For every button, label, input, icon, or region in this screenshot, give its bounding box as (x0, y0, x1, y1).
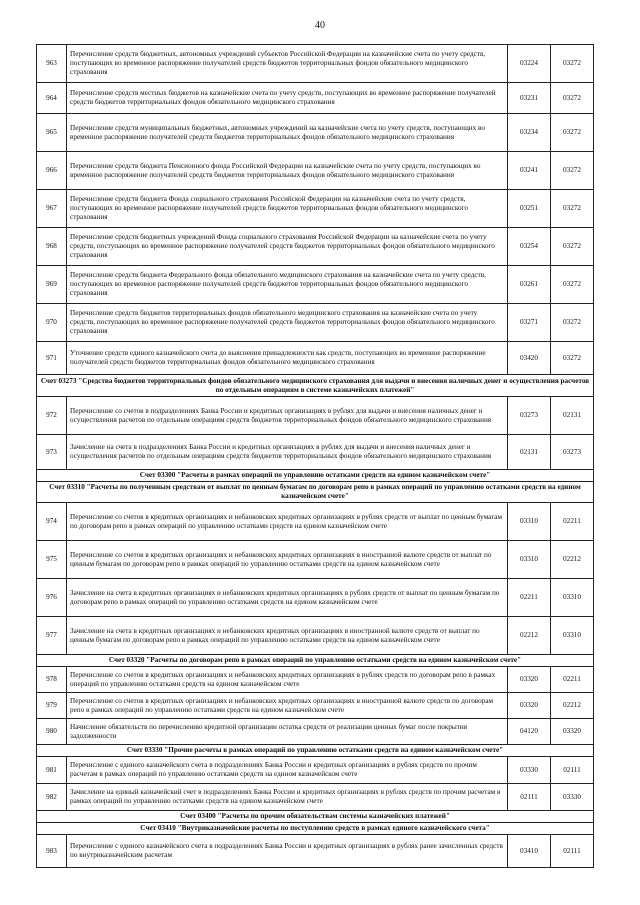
table-row (37, 693, 594, 719)
entry-description: Перечисление средств муниципальных бюджетных, автономных учреждений на казначейские счета по учету средств, поступающих во временное распоряжение получателей средств бюджетов территориальных фондов обязательного медицинского страхования (67, 114, 508, 152)
section-header-row (37, 470, 594, 482)
entry-number: 975 (37, 541, 67, 579)
entry-description: Перечисление средств бюджета Фонда социального страхования Российской Федерации на казначейские счета по учету средств, поступающих во временное распоряжение получателей средств бюджетов территориальных фондов обязательного медицинского страхования (67, 190, 508, 228)
entry-description: Перечисление средств бюджетных учреждений Фонда социального страхования Российской Федерации на казначейские счета по учету средств, поступающих во временное распоряжение получателей средств бюджетов территориальных фондов обязательного медицинского страхования (67, 228, 508, 266)
table-row (37, 719, 594, 745)
section-header: Счет 03320 "Расчеты по договорам репо в рамках операций по управлению остатками средств на едином казначейском счете" (37, 655, 594, 667)
table-row (37, 152, 594, 190)
section-header: Счет 03300 "Расчеты в рамках операций по управлению остатками средств на едином казначейском счете" (37, 470, 594, 482)
entry-number: 982 (37, 784, 67, 811)
entry-description: Перечисление с единого казначейского счета в подразделениях Банка России и кредитных организациях в рублях ранее зачисленных средств по внутриказначейским расчетам (67, 835, 508, 868)
credit-account: 03320 (551, 719, 594, 745)
section-header: Счет 03273 "Средства бюджетов территориальных фондов обязательного медицинского страхования для выдачи и внесения наличных денег и осуществления расчетов по отдельным операциям в системе казначейских платежей" (37, 375, 594, 397)
entry-number: 976 (37, 579, 67, 617)
entry-number: 983 (37, 835, 67, 868)
entry-description: Перечисление со счетов в подразделениях Банка России и кредитных организациях в рублях для выдачи и внесения наличных денег и осуществления расчетов по отдельным операциям средств бюджетов территориальных фондов обязательного медицинского страхования (67, 397, 508, 435)
credit-account: 03310 (551, 579, 594, 617)
entry-number: 979 (37, 693, 67, 719)
table-body (37, 45, 594, 868)
section-header-row (37, 375, 594, 397)
entry-number: 968 (37, 228, 67, 266)
entry-number: 966 (37, 152, 67, 190)
debit-account: 02211 (508, 579, 551, 617)
table-row (37, 667, 594, 693)
entry-number: 964 (37, 83, 67, 114)
entry-number: 974 (37, 503, 67, 541)
section-header-row (37, 811, 594, 823)
entry-number: 971 (37, 342, 67, 375)
entry-description: Зачисление на счета в кредитных организациях и небанковских кредитных организациях в иностранной валюте средств от выплат по ценным бумагам по договорам репо в рамках операций по управлению остатками средств на едином казначейском счете (67, 617, 508, 655)
entry-number: 972 (37, 397, 67, 435)
table-row (37, 114, 594, 152)
entry-number: 969 (37, 266, 67, 304)
credit-account: 02212 (551, 693, 594, 719)
entry-description: Перечисление со счетов в кредитных организациях и небанковских кредитных организациях в рублях средств по договорам репо в рамках операций по управлению остатками средств на едином казначейском счете (67, 667, 508, 693)
entry-number: 977 (37, 617, 67, 655)
debit-account: 03234 (508, 114, 551, 152)
credit-account: 02111 (551, 835, 594, 868)
debit-account: 03251 (508, 190, 551, 228)
credit-account: 03272 (551, 114, 594, 152)
table-row (37, 228, 594, 266)
debit-account: 03310 (508, 503, 551, 541)
credit-account: 02211 (551, 503, 594, 541)
entry-description: Перечисление средств бюджета Федерального фонда обязательного медицинского страхования на казначейские счета по учету средств, поступающих во временное распоряжение получателей средств бюджетов территориальных фондов обязательного медицинского страхования (67, 266, 508, 304)
entry-description: Перечисление со счетов в кредитных организациях и небанковских кредитных организациях в иностранной валюте средств от выплат по ценным бумагам по договорам репо в рамках операций по управлению остатками средств на едином казначейском счете (67, 541, 508, 579)
entry-number: 970 (37, 304, 67, 342)
debit-account: 03320 (508, 693, 551, 719)
entry-description: Зачисление на единый казначейский счет в подразделениях Банка России и кредитных организациях в рублях средств по прочим расчетам в рамках операций по управлению остатками средств на едином казначейском счете (67, 784, 508, 811)
debit-account: 03310 (508, 541, 551, 579)
credit-account: 02212 (551, 541, 594, 579)
entry-description: Зачисление на счета в подразделениях Банка России и кредитных организациях в рублях для выдачи и внесения наличных денег и осуществления расчетов по отдельным операциям средств бюджетов территориальных фондов обязательного медицинского страхования (67, 435, 508, 470)
credit-account: 03272 (551, 45, 594, 83)
credit-account: 03272 (551, 190, 594, 228)
section-header-row (37, 745, 594, 757)
debit-account: 03410 (508, 835, 551, 868)
entry-description: Перечисление с единого казначейского счета в подразделениях Банка России и кредитных организациях в рублях средств по прочим расчетам в рамках операций по управлению остатками средств на едином казначейском счете (67, 757, 508, 784)
entry-number: 980 (37, 719, 67, 745)
section-header: Счет 03410 "Внутриказначейские расчеты по поступлению средств в рамках единого казначейского счета" (37, 823, 594, 835)
entry-description: Перечисление со счетов в кредитных организациях и небанковских кредитных организациях в иностранной валюте средств по договорам репо в рамках операций по управлению остатками средств на едином казначейском счете (67, 693, 508, 719)
debit-account: 03231 (508, 83, 551, 114)
table-row (37, 503, 594, 541)
credit-account: 02211 (551, 667, 594, 693)
entry-description: Начисление обязательств по перечислению кредитной организации остатка средств от реализации ценных бумаг после покрытия задолженности (67, 719, 508, 745)
entry-description: Перечисление со счетов в кредитных организациях и небанковских кредитных организациях в рублях средств от выплат по ценным бумагам по договорам репо в рамках операций по управлению остатками средств на едином казначейском счете (67, 503, 508, 541)
debit-account: 03330 (508, 757, 551, 784)
credit-account: 03272 (551, 342, 594, 375)
entry-description: Перечисление средств бюджета Пенсионного фонда Российской Федерации на казначейские счета по учету средств, поступающих во временное распоряжение получателей средств бюджетов территориальных фондов обязательного медицинского страхования (67, 152, 508, 190)
section-header: Счет 03330 "Прочие расчеты в рамках операций по управлению остатками средств на едином казначейском счете" (37, 745, 594, 757)
table-row (37, 266, 594, 304)
table-row (37, 397, 594, 435)
table-row (37, 757, 594, 784)
debit-account: 03224 (508, 45, 551, 83)
debit-account: 03261 (508, 266, 551, 304)
section-header-row (37, 655, 594, 667)
credit-account: 03272 (551, 83, 594, 114)
debit-account: 03420 (508, 342, 551, 375)
debit-account: 03241 (508, 152, 551, 190)
table-row (37, 342, 594, 375)
entry-number: 967 (37, 190, 67, 228)
debit-account: 04120 (508, 719, 551, 745)
debit-account: 03254 (508, 228, 551, 266)
credit-account: 02111 (551, 757, 594, 784)
debit-account: 03271 (508, 304, 551, 342)
credit-account: 02131 (551, 397, 594, 435)
page-number: 40 (315, 20, 325, 31)
entry-description: Зачисление на счета в кредитных организациях и небанковских кредитных организациях в рублях средств от выплат по ценным бумагам по договорам репо в рамках операций по управлению остатками средств на едином казначейском счете (67, 579, 508, 617)
entry-number: 973 (37, 435, 67, 470)
table-row (37, 579, 594, 617)
table-row (37, 45, 594, 83)
table-row (37, 617, 594, 655)
table-row (37, 835, 594, 868)
credit-account: 03272 (551, 304, 594, 342)
entry-number: 981 (37, 757, 67, 784)
entry-description: Перечисление средств бюджетных, автономных учреждений субъектов Российской Федерации на казначейские счета по учету средств, поступающих во временное распоряжение получателей средств бюджетов территориальных фондов обязательного медицинского страхования (67, 45, 508, 83)
section-header-row (37, 482, 594, 503)
section-header: Счет 03310 "Расчеты по полученным средствам от выплат по ценным бумагам по договорам репо в рамках операций по управлению остатками средств на едином казначейском счете" (37, 482, 594, 503)
credit-account: 03272 (551, 152, 594, 190)
section-header: Счет 03400 "Расчеты по прочим обязательствам системы казначейских платежей" (37, 811, 594, 823)
credit-account: 03272 (551, 228, 594, 266)
credit-account: 03272 (551, 266, 594, 304)
entry-number: 978 (37, 667, 67, 693)
table-row (37, 304, 594, 342)
debit-account: 02212 (508, 617, 551, 655)
credit-account: 03273 (551, 435, 594, 470)
table-row (37, 83, 594, 114)
credit-account: 03310 (551, 617, 594, 655)
table-row (37, 435, 594, 470)
debit-account: 03273 (508, 397, 551, 435)
debit-account: 03320 (508, 667, 551, 693)
entry-number: 965 (37, 114, 67, 152)
entry-number: 963 (37, 45, 67, 83)
table-row (37, 190, 594, 228)
section-header-row (37, 823, 594, 835)
credit-account: 03330 (551, 784, 594, 811)
entry-description: Перечисление средств местных бюджетов на казначейские счета по учету средств, поступающих во временное распоряжение получателей средств бюджетов территориальных фондов обязательного медицинского страхования (67, 83, 508, 114)
table-row (37, 784, 594, 811)
debit-account: 02111 (508, 784, 551, 811)
entry-description: Уточнение средств единого казначейского счета до выяснения принадлежности как средств, поступающих во временное распоряжение получателей средств бюджетов территориальных фондов обязательного медицинского страхования (67, 342, 508, 375)
entry-description: Перечисление средств бюджетов территориальных фондов обязательного медицинского страхования на казначейские счета по учету средств, поступающих во временное распоряжение получателей средств бюджетов территориальных фондов обязательного медицинского страхования (67, 304, 508, 342)
debit-account: 02131 (508, 435, 551, 470)
table-row (37, 541, 594, 579)
accounting-entries-table (36, 44, 594, 868)
